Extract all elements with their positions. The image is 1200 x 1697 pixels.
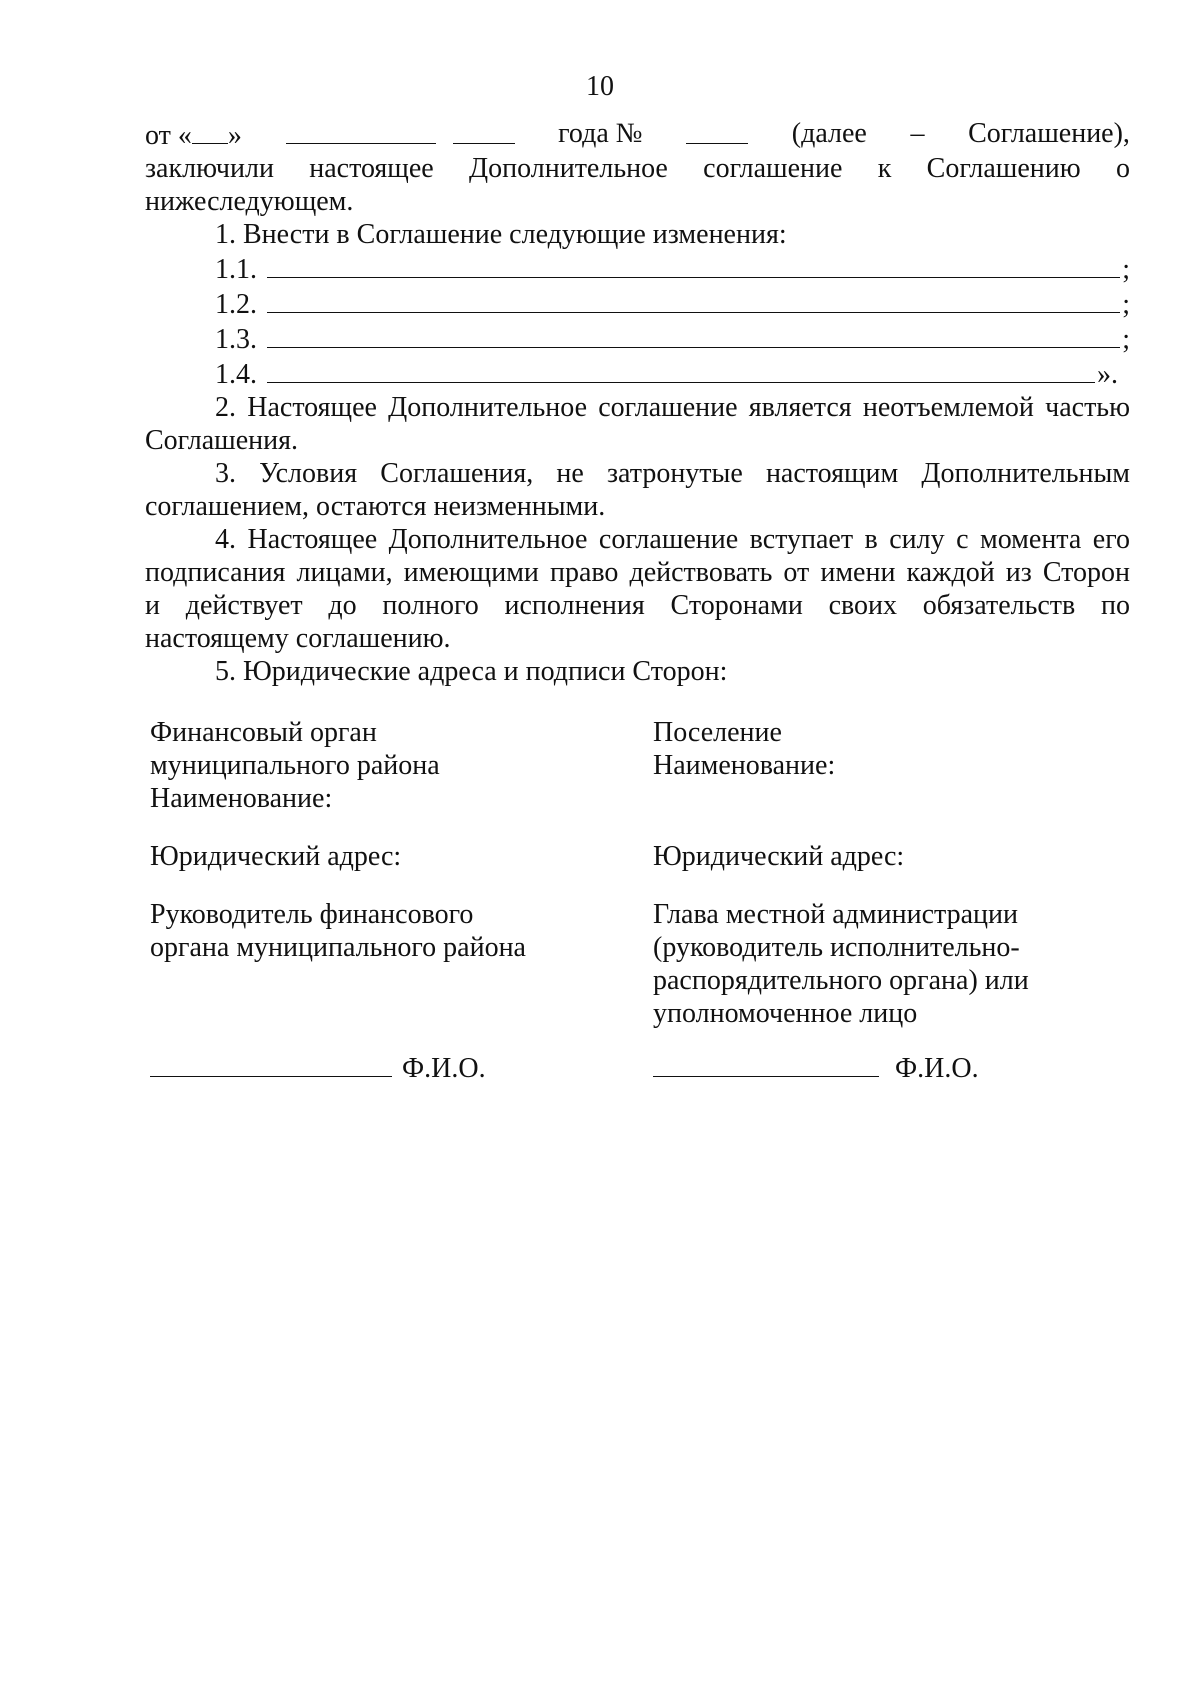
intro-dash: – <box>910 118 925 149</box>
right-party-name-line: Наименование: <box>653 750 836 781</box>
item-blank-line <box>267 286 1120 313</box>
right-party-name <box>653 716 1113 815</box>
month-blanks <box>286 117 515 152</box>
left-party-name-line: муниципального района <box>150 750 440 781</box>
intro-line-1 <box>145 117 1130 152</box>
left-party-block <box>150 716 590 964</box>
clause-item-1-4 <box>145 356 1130 391</box>
right-signature-row <box>653 1050 979 1085</box>
left-party-signer <box>150 898 590 964</box>
intro-agreement: Соглашение), <box>968 118 1130 149</box>
item-end: ; <box>1122 254 1130 285</box>
left-fio-label: Ф.И.О. <box>402 1053 486 1084</box>
clause-4-line-1: 4. Настоящее Дополнительное соглашение вступает в силу с момента его <box>215 524 1130 555</box>
clause-2-line-2: Соглашения. <box>145 425 298 456</box>
left-party-name-line: Наименование: <box>150 783 333 814</box>
page-number: 10 <box>586 71 614 102</box>
intro-date-group <box>145 117 242 152</box>
intro-goda: года № <box>558 118 643 149</box>
intro-ot: от « <box>145 120 192 151</box>
right-party-signer <box>653 898 1113 1030</box>
right-party-signer-line: (руководитель исполнительно- <box>653 932 1020 963</box>
intro-line-3: нижеследующем. <box>145 186 354 217</box>
clause-3-line-2: соглашением, остаются неизменными. <box>145 491 606 522</box>
left-party-name <box>150 716 590 815</box>
day-blank <box>192 117 228 144</box>
year-blank <box>453 117 515 144</box>
item-number: 1.2. <box>215 289 257 320</box>
clause-5: 5. Юридические адреса и подписи Сторон: <box>215 656 728 687</box>
intro-dalee: (далее <box>791 118 867 149</box>
item-end: ; <box>1122 289 1130 320</box>
clause-3-line-1: 3. Условия Соглашения, не затронутые настоящим Дополнительным <box>215 458 1130 489</box>
left-signature-line <box>150 1050 392 1077</box>
right-party-name-line: Поселение <box>653 717 782 748</box>
item-end: ; <box>1122 324 1130 355</box>
clause-4-line-3: и действует до полного исполнения Сторонами своих обязательств по <box>145 590 1130 621</box>
clause-1: 1. Внести в Соглашение следующие изменения: <box>215 219 787 250</box>
right-fio-label: Ф.И.О. <box>895 1053 979 1084</box>
item-blank-line <box>267 356 1095 383</box>
clause-item-1-3 <box>145 321 1130 356</box>
right-party-signer-line: уполномоченное лицо <box>653 998 918 1029</box>
left-party-signer-line: органа муниципального района <box>150 932 526 963</box>
clause-item-1-2 <box>145 286 1130 321</box>
item-number: 1.1. <box>215 254 257 285</box>
left-signature-row <box>150 1050 486 1085</box>
item-blank-line <box>267 251 1120 278</box>
left-party-signer-line: Руководитель финансового <box>150 899 474 930</box>
right-party-address-label: Юридический адрес: <box>653 841 905 872</box>
clause-4-line-2: подписания лицами, имеющими право действовать от имени каждой из Сторон <box>145 557 1130 588</box>
intro-line-2: заключили настоящее Дополнительное соглашение к Соглашению о <box>145 153 1130 184</box>
left-party-address-label: Юридический адрес: <box>150 841 402 872</box>
right-party-signer-line: распорядительного органа) или <box>653 965 1029 996</box>
item-end: ». <box>1097 359 1118 390</box>
document-body <box>145 117 1130 688</box>
left-party-name-line: Финансовый орган <box>150 717 377 748</box>
item-blank-line <box>267 321 1120 348</box>
clause-4-line-4: настоящему соглашению. <box>145 623 451 654</box>
clause-item-1-1 <box>145 251 1130 286</box>
number-blank <box>686 117 748 144</box>
item-number: 1.3. <box>215 324 257 355</box>
right-party-block <box>653 716 1113 1030</box>
clause-2-line-1: 2. Настоящее Дополнительное соглашение является неотъемлемой частью <box>215 392 1130 423</box>
right-signature-line <box>653 1050 879 1077</box>
intro-close-quote: » <box>227 120 242 151</box>
right-party-signer-line: Глава местной администрации <box>653 899 1018 930</box>
item-number: 1.4. <box>215 359 257 390</box>
month-blank <box>286 117 436 144</box>
